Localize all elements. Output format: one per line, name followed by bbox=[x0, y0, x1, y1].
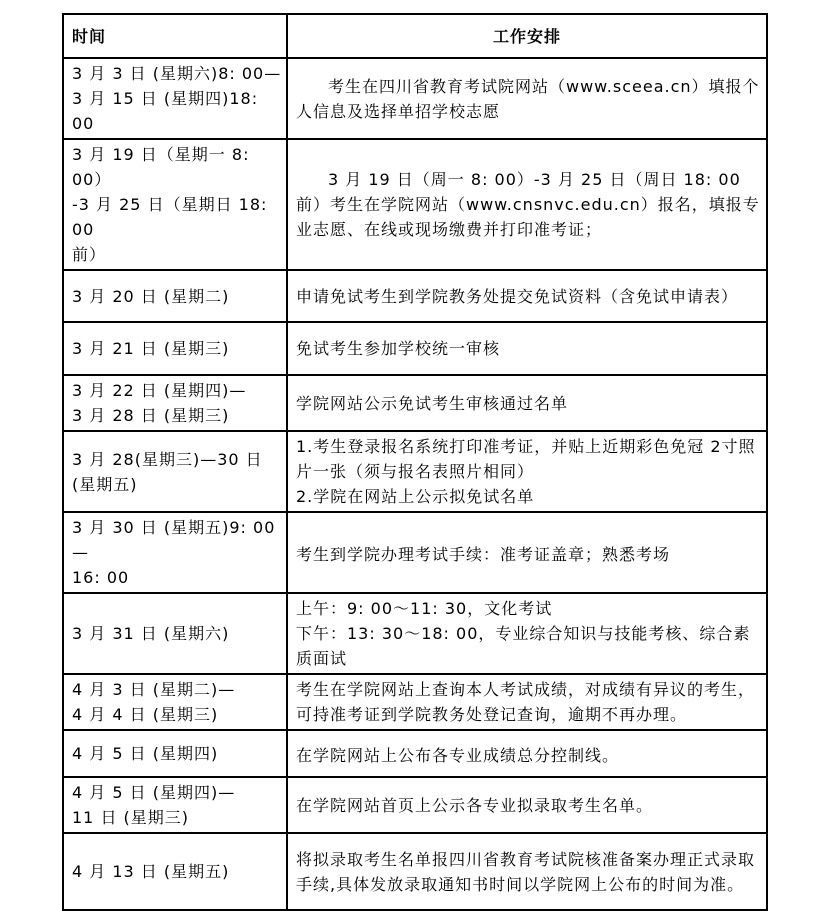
time-line: 11 日 (星期三) bbox=[72, 808, 190, 827]
time-line: 3 月 30 日 (星期五)9: 00— bbox=[72, 518, 276, 562]
time-line: 3 月 19 日（星期一 8: 00） bbox=[72, 145, 250, 189]
time-cell bbox=[63, 270, 287, 322]
time-cell bbox=[63, 431, 287, 512]
time-line: 3 月 22 日 (星期四)— bbox=[72, 381, 247, 400]
time-cell bbox=[63, 730, 287, 777]
task-cell bbox=[287, 730, 767, 777]
task-paragraph: 1.考生登录报名系统打印准考证，并贴上近期彩色免冠 2寸照片一张（须与报名表照片相同） bbox=[296, 437, 756, 481]
task-paragraph: 将拟录取考生名单报四川省教育考试院核准备案办理正式录取手续,具体发放录取通知书时间以学院网上公布的时间为准。 bbox=[296, 849, 756, 894]
time-line: 3 月 21 日 (星期三) bbox=[72, 339, 230, 358]
time-line: -3 月 25 日（星期日 18: 00 bbox=[72, 195, 268, 239]
time-cell bbox=[63, 58, 287, 139]
time-cell bbox=[63, 593, 287, 674]
time-line: 3 月 20 日 (星期二) bbox=[72, 286, 230, 306]
task-cell bbox=[287, 375, 767, 431]
table-row bbox=[63, 833, 767, 910]
table-row bbox=[63, 375, 767, 431]
table-row bbox=[63, 777, 767, 833]
table-row bbox=[63, 674, 767, 730]
time-cell bbox=[63, 139, 287, 270]
time-cell bbox=[63, 674, 287, 730]
table-header-row bbox=[63, 14, 767, 58]
time-cell bbox=[63, 777, 287, 833]
task-cell bbox=[287, 58, 767, 139]
task-paragraph: 考生到学院办理考试手续：准考证盖章；熟悉考场 bbox=[296, 544, 671, 564]
time-line: 3 月 31 日 (星期六) bbox=[72, 624, 230, 643]
table-row bbox=[63, 593, 767, 674]
table-row bbox=[63, 431, 767, 512]
task-paragraph: 下午：13: 30～18: 00，专业综合知识与技能考核、综合素质面试 bbox=[296, 624, 751, 668]
time-line: 3 月 28 日 (星期三) bbox=[72, 406, 230, 425]
task-paragraph: 在学院网站首页上公示各专业拟录取考生名单。 bbox=[296, 795, 654, 815]
time-line: 前） bbox=[72, 245, 107, 264]
task-cell bbox=[287, 674, 767, 730]
task-cell bbox=[287, 139, 767, 270]
header-cell-task: 工作安排 bbox=[287, 14, 767, 58]
table-row bbox=[63, 139, 767, 270]
time-cell bbox=[63, 375, 287, 431]
time-cell bbox=[63, 322, 287, 375]
time-line: (星期五) bbox=[72, 474, 138, 494]
time-line: 4 月 13 日 (星期五) bbox=[72, 862, 230, 881]
task-paragraph: 2.学院在网站上公示拟免试名单 bbox=[296, 487, 535, 506]
table-row bbox=[63, 58, 767, 139]
time-cell bbox=[63, 833, 287, 910]
task-paragraph: 在学院网站上公布各专业成绩总分控制线。 bbox=[296, 745, 620, 765]
task-cell bbox=[287, 431, 767, 512]
table-row bbox=[63, 730, 767, 777]
schedule-table bbox=[62, 13, 768, 911]
header-cell-time: 时间 bbox=[63, 14, 287, 58]
time-line: 16: 00 bbox=[72, 568, 130, 587]
time-line: 4 月 5 日 (星期四) bbox=[72, 744, 219, 763]
time-line: 4 月 3 日 (星期二)— bbox=[72, 680, 236, 699]
time-line: 3 月 15 日 (星期四)18: 00 bbox=[72, 89, 259, 133]
task-paragraph: 考生在四川省教育考试院网站（www.sceea.cn）填报个人信息及选择单招学校志愿 bbox=[296, 76, 760, 121]
table-row bbox=[63, 322, 767, 375]
time-line: 4 月 4 日 (星期三) bbox=[72, 705, 219, 724]
time-cell bbox=[63, 512, 287, 593]
time-line: 4 月 5 日 (星期四)— bbox=[72, 783, 236, 802]
task-cell bbox=[287, 322, 767, 375]
task-cell bbox=[287, 512, 767, 593]
task-paragraph: 上午：9: 00～11: 30，文化考试 bbox=[296, 599, 553, 618]
table-row bbox=[63, 512, 767, 593]
table-row bbox=[63, 270, 767, 322]
time-line: 3 月 28(星期三)—30 日 bbox=[72, 449, 263, 469]
task-cell bbox=[287, 833, 767, 910]
task-paragraph: 申请免试考生到学院教务处提交免试资料（含免试申请表） bbox=[296, 286, 739, 306]
task-paragraph: 免试考生参加学校统一审核 bbox=[296, 339, 501, 358]
task-cell bbox=[287, 270, 767, 322]
task-cell bbox=[287, 777, 767, 833]
task-paragraph: 3 月 19 日（周一 8: 00）-3 月 25 日（周日 18: 00 前）考生在学院网站（www.cnsnvc.edu.cn）报名，填报专业志愿、在线或现场缴费并打印准考证； bbox=[296, 170, 760, 239]
task-cell bbox=[287, 593, 767, 674]
task-paragraph: 考生在学院网站上查询本人考试成绩，对成绩有异议的考生，可持准考证到学院教务处登记查询，逾期不再办理。 bbox=[296, 680, 756, 724]
task-paragraph: 学院网站公示免试考生审核通过名单 bbox=[296, 393, 569, 413]
time-line: 3 月 3 日 (星期六)8: 00— bbox=[72, 64, 282, 83]
